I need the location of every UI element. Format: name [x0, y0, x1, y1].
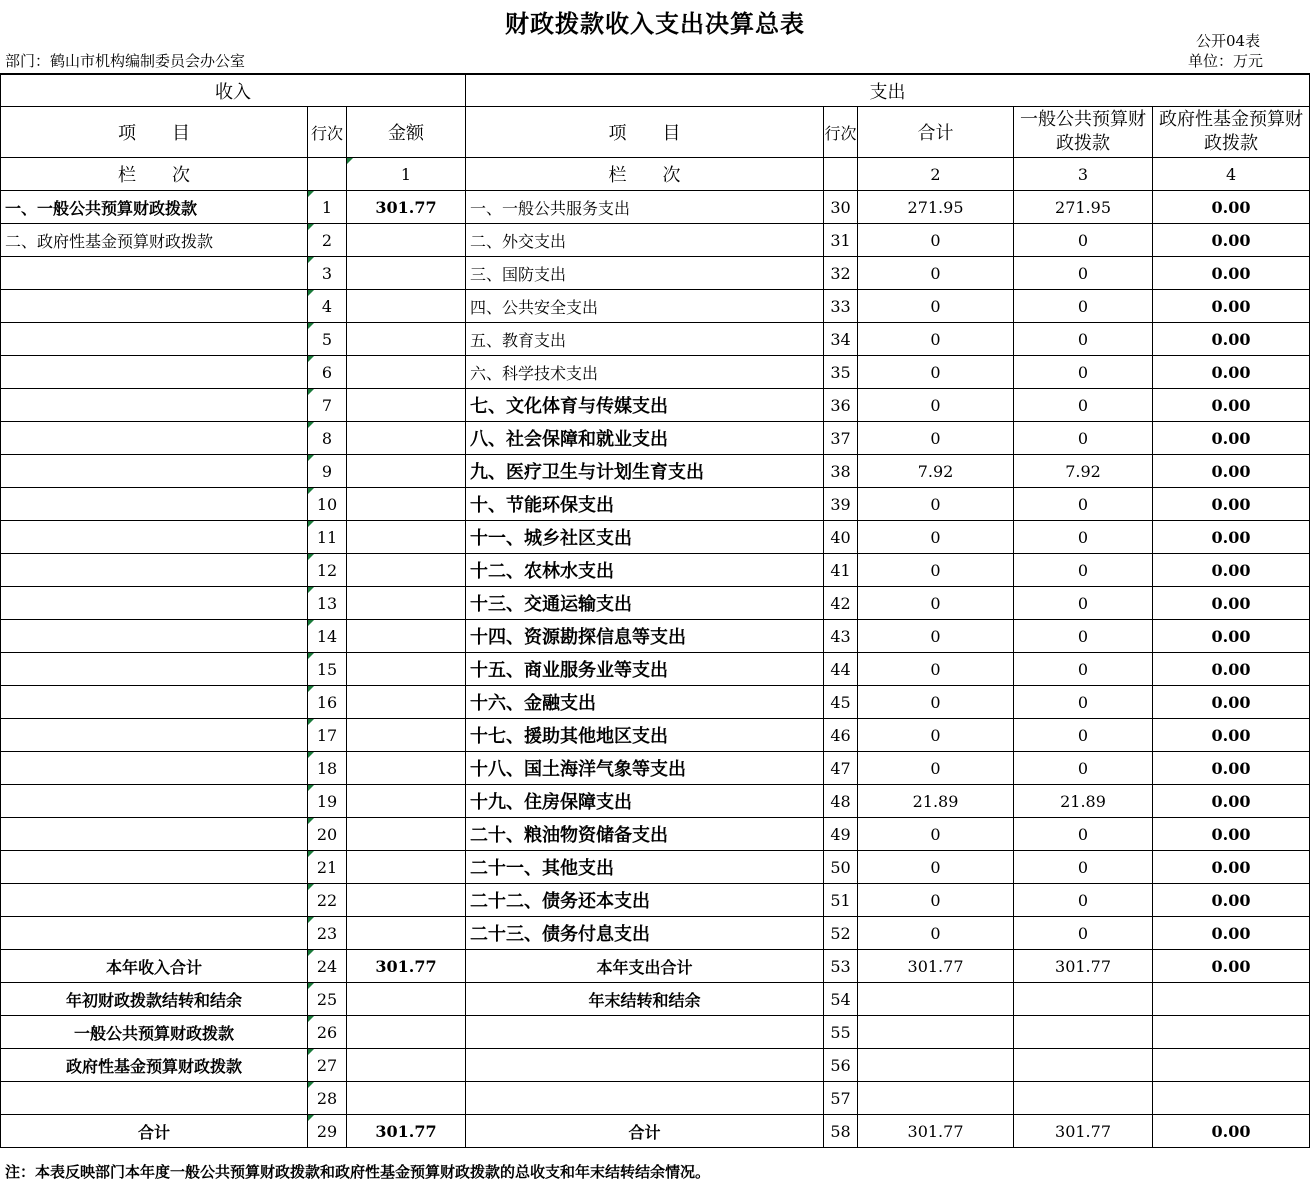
expense-line-cell: 43 [824, 620, 858, 653]
income-line-cell: 29 [308, 1115, 347, 1148]
expense-line-cell: 41 [824, 554, 858, 587]
income-line-cell: 25 [308, 983, 347, 1016]
expense-item-cell: 七、文化体育与传媒支出 [466, 389, 824, 422]
general-budget-cell: 0 [1014, 719, 1153, 752]
income-line-cell: 8 [308, 422, 347, 455]
expense-item-cell: 十二、农林水支出 [466, 554, 824, 587]
table-row [1, 521, 1310, 554]
expense-item-cell: 十一、城乡社区支出 [466, 521, 824, 554]
income-line-cell: 6 [308, 356, 347, 389]
income-item-cell: 政府性基金预算财政拨款 [1, 1049, 308, 1082]
col-number-2: 2 [858, 158, 1014, 191]
expense-line-cell: 32 [824, 257, 858, 290]
table-row [1, 257, 1310, 290]
income-item-cell [1, 1082, 308, 1115]
fund-budget-header: 政府性基金预算财政拨款 [1153, 107, 1310, 158]
income-line-cell: 9 [308, 455, 347, 488]
expense-total-cell: 0 [858, 884, 1014, 917]
income-amount-cell [347, 752, 466, 785]
general-budget-cell [1014, 1082, 1153, 1115]
general-budget-cell: 0 [1014, 257, 1153, 290]
income-amount-cell [347, 653, 466, 686]
income-amount-cell [347, 224, 466, 257]
income-amount-cell [347, 455, 466, 488]
general-budget-cell: 0 [1014, 554, 1153, 587]
general-budget-cell: 0 [1014, 752, 1153, 785]
fund-budget-cell: 0.00 [1153, 257, 1310, 290]
income-line-cell: 19 [308, 785, 347, 818]
general-budget-cell: 0 [1014, 356, 1153, 389]
fund-budget-cell: 0.00 [1153, 356, 1310, 389]
expense-total-cell: 0 [858, 587, 1014, 620]
expense-item-cell: 十七、援助其他地区支出 [466, 719, 824, 752]
expense-line-cell: 55 [824, 1016, 858, 1049]
table-row [1, 719, 1310, 752]
income-item-cell: 年初财政拨款结转和结余 [1, 983, 308, 1016]
general-budget-cell: 7.92 [1014, 455, 1153, 488]
department-label: 部门：鹤山市机构编制委员会办公室 [5, 52, 246, 70]
income-line-cell: 12 [308, 554, 347, 587]
income-item-cell: 二、政府性基金预算财政拨款 [1, 224, 308, 257]
fund-budget-cell: 0.00 [1153, 1115, 1310, 1148]
expense-item-cell: 年末结转和结余 [466, 983, 824, 1016]
expense-item-cell: 十六、金融支出 [466, 686, 824, 719]
expense-item-cell: 三、国防支出 [466, 257, 824, 290]
general-budget-cell: 0 [1014, 884, 1153, 917]
income-item-cell [1, 620, 308, 653]
table-row [1, 851, 1310, 884]
expense-total-cell: 0 [858, 917, 1014, 950]
income-amount-cell [347, 1082, 466, 1115]
expense-line-cell: 53 [824, 950, 858, 983]
expense-item-cell: 十、节能环保支出 [466, 488, 824, 521]
income-item-cell: 一般公共预算财政拨款 [1, 1016, 308, 1049]
general-budget-cell: 0 [1014, 422, 1153, 455]
expense-total-cell: 301.77 [858, 1115, 1014, 1148]
income-line-cell: 17 [308, 719, 347, 752]
table-row [1, 983, 1310, 1016]
expense-item-cell: 本年支出合计 [466, 950, 824, 983]
expense-total-cell: 0 [858, 389, 1014, 422]
income-item-cell [1, 785, 308, 818]
income-item-cell [1, 389, 308, 422]
expense-item-cell: 十四、资源勘探信息等支出 [466, 620, 824, 653]
fund-budget-cell: 0.00 [1153, 686, 1310, 719]
expense-total-cell [858, 983, 1014, 1016]
income-amount-header: 金额 [347, 107, 466, 158]
income-header: 收入 [1, 74, 466, 107]
income-line-blank [308, 158, 347, 191]
fund-budget-cell: 0.00 [1153, 785, 1310, 818]
expense-row-label: 栏 次 [466, 158, 824, 191]
expense-header: 支出 [466, 74, 1310, 107]
income-amount-cell [347, 983, 466, 1016]
income-line-cell: 26 [308, 1016, 347, 1049]
general-budget-cell: 0 [1014, 587, 1153, 620]
expense-item-cell [466, 1082, 824, 1115]
income-amount-cell [347, 257, 466, 290]
income-line-cell: 15 [308, 653, 347, 686]
income-amount-cell: 301.77 [347, 191, 466, 224]
budget-table [0, 73, 1310, 1148]
income-line-cell: 1 [308, 191, 347, 224]
fund-budget-cell: 0.00 [1153, 719, 1310, 752]
income-amount-cell [347, 917, 466, 950]
income-amount-cell [347, 521, 466, 554]
expense-total-cell: 0 [858, 224, 1014, 257]
fund-budget-cell: 0.00 [1153, 389, 1310, 422]
income-line-cell: 3 [308, 257, 347, 290]
expense-total-header: 合计 [858, 107, 1014, 158]
expense-item-cell: 二十、粮油物资储备支出 [466, 818, 824, 851]
fund-budget-cell: 0.00 [1153, 488, 1310, 521]
expense-item-cell: 九、医疗卫生与计划生育支出 [466, 455, 824, 488]
general-budget-cell: 0 [1014, 686, 1153, 719]
income-amount-cell [347, 620, 466, 653]
general-budget-cell: 0 [1014, 290, 1153, 323]
expense-total-cell: 7.92 [858, 455, 1014, 488]
fund-budget-cell: 0.00 [1153, 884, 1310, 917]
fund-budget-cell: 0.00 [1153, 752, 1310, 785]
expense-line-cell: 47 [824, 752, 858, 785]
table-row [1, 455, 1310, 488]
expense-total-cell: 0 [858, 488, 1014, 521]
fund-budget-cell: 0.00 [1153, 191, 1310, 224]
table-row [1, 488, 1310, 521]
expense-total-cell: 0 [858, 422, 1014, 455]
income-line-cell: 2 [308, 224, 347, 257]
table-row [1, 290, 1310, 323]
income-item-cell [1, 851, 308, 884]
expense-line-cell: 38 [824, 455, 858, 488]
general-budget-cell: 0 [1014, 917, 1153, 950]
income-line-cell: 7 [308, 389, 347, 422]
table-row [1, 422, 1310, 455]
general-budget-cell: 0 [1014, 653, 1153, 686]
expense-item-cell: 二十三、债务付息支出 [466, 917, 824, 950]
table-row [1, 653, 1310, 686]
fund-budget-cell [1153, 1016, 1310, 1049]
footnote: 注：本表反映部门本年度一般公共预算财政拨款和政府性基金预算财政拨款的总收支和年末结转结余情况。 [5, 1163, 711, 1181]
expense-item-cell [466, 1049, 824, 1082]
expense-line-blank [824, 158, 858, 191]
general-budget-cell: 0 [1014, 224, 1153, 257]
income-amount-cell [347, 818, 466, 851]
expense-item-cell: 二、外交支出 [466, 224, 824, 257]
general-budget-cell: 301.77 [1014, 950, 1153, 983]
expense-line-cell: 58 [824, 1115, 858, 1148]
expense-line-cell: 56 [824, 1049, 858, 1082]
fund-budget-cell: 0.00 [1153, 653, 1310, 686]
table-row [1, 323, 1310, 356]
expense-total-cell: 0 [858, 290, 1014, 323]
general-budget-cell [1014, 983, 1153, 1016]
expense-item-cell: 二十二、债务还本支出 [466, 884, 824, 917]
expense-line-cell: 34 [824, 323, 858, 356]
expense-line-cell: 33 [824, 290, 858, 323]
income-item-cell [1, 455, 308, 488]
income-amount-cell [347, 1049, 466, 1082]
expense-item-cell: 十三、交通运输支出 [466, 587, 824, 620]
expense-line-cell: 36 [824, 389, 858, 422]
expense-total-cell: 0 [858, 818, 1014, 851]
table-row [1, 752, 1310, 785]
expense-total-cell [858, 1049, 1014, 1082]
income-item-cell [1, 686, 308, 719]
table-row [1, 818, 1310, 851]
table-row [1, 950, 1310, 983]
income-item-cell [1, 290, 308, 323]
income-line-cell: 23 [308, 917, 347, 950]
expense-total-cell: 0 [858, 686, 1014, 719]
table-row [1, 554, 1310, 587]
fund-budget-cell: 0.00 [1153, 455, 1310, 488]
general-budget-cell: 0 [1014, 620, 1153, 653]
expense-line-cell: 31 [824, 224, 858, 257]
general-budget-cell [1014, 1016, 1153, 1049]
income-amount-cell [347, 851, 466, 884]
income-line-cell: 16 [308, 686, 347, 719]
expense-line-cell: 44 [824, 653, 858, 686]
expense-line-cell: 46 [824, 719, 858, 752]
income-amount-cell [347, 356, 466, 389]
expense-total-cell: 0 [858, 653, 1014, 686]
income-line-cell: 22 [308, 884, 347, 917]
expense-total-cell: 0 [858, 323, 1014, 356]
expense-line-header: 行次 [824, 107, 858, 158]
table-row [1, 389, 1310, 422]
table-row [1, 224, 1310, 257]
expense-line-cell: 48 [824, 785, 858, 818]
expense-total-cell: 0 [858, 851, 1014, 884]
income-item-cell [1, 422, 308, 455]
income-item-cell [1, 323, 308, 356]
income-line-cell: 4 [308, 290, 347, 323]
expense-total-cell: 21.89 [858, 785, 1014, 818]
income-line-cell: 21 [308, 851, 347, 884]
expense-line-cell: 37 [824, 422, 858, 455]
general-budget-cell: 0 [1014, 818, 1153, 851]
income-item-cell [1, 917, 308, 950]
expense-total-cell: 271.95 [858, 191, 1014, 224]
expense-line-cell: 51 [824, 884, 858, 917]
fund-budget-cell [1153, 983, 1310, 1016]
expense-line-cell: 50 [824, 851, 858, 884]
general-budget-cell: 0 [1014, 521, 1153, 554]
income-line-cell: 27 [308, 1049, 347, 1082]
income-line-cell: 24 [308, 950, 347, 983]
income-amount-cell [347, 290, 466, 323]
form-number: 公开04表 [1196, 32, 1261, 50]
expense-line-cell: 30 [824, 191, 858, 224]
income-amount-cell [347, 488, 466, 521]
general-budget-header: 一般公共预算财政拨款 [1014, 107, 1153, 158]
expense-total-cell: 0 [858, 554, 1014, 587]
fund-budget-cell: 0.00 [1153, 818, 1310, 851]
fund-budget-cell: 0.00 [1153, 290, 1310, 323]
income-item-cell [1, 554, 308, 587]
income-amount-cell [347, 686, 466, 719]
income-amount-cell: 301.77 [347, 950, 466, 983]
expense-total-cell: 301.77 [858, 950, 1014, 983]
income-item-cell [1, 884, 308, 917]
income-item-header: 项 目 [1, 107, 308, 158]
fund-budget-cell [1153, 1049, 1310, 1082]
expense-item-header: 项 目 [466, 107, 824, 158]
unit-label: 单位：万元 [1188, 52, 1264, 70]
expense-total-cell: 0 [858, 752, 1014, 785]
fund-budget-cell: 0.00 [1153, 950, 1310, 983]
income-line-cell: 28 [308, 1082, 347, 1115]
income-line-cell: 5 [308, 323, 347, 356]
expense-line-cell: 40 [824, 521, 858, 554]
income-amount-cell [347, 1016, 466, 1049]
income-amount-cell [347, 587, 466, 620]
general-budget-cell [1014, 1049, 1153, 1082]
general-budget-cell: 0 [1014, 323, 1153, 356]
fund-budget-cell: 0.00 [1153, 323, 1310, 356]
fund-budget-cell [1153, 1082, 1310, 1115]
expense-total-cell: 0 [858, 521, 1014, 554]
expense-item-cell: 十五、商业服务业等支出 [466, 653, 824, 686]
expense-item-cell: 五、教育支出 [466, 323, 824, 356]
income-item-cell: 合计 [1, 1115, 308, 1148]
table-row [1, 587, 1310, 620]
income-item-cell [1, 719, 308, 752]
fund-budget-cell: 0.00 [1153, 554, 1310, 587]
income-line-cell: 11 [308, 521, 347, 554]
expense-line-cell: 49 [824, 818, 858, 851]
income-line-cell: 20 [308, 818, 347, 851]
col-number-3: 3 [1014, 158, 1153, 191]
expense-item-cell: 二十一、其他支出 [466, 851, 824, 884]
table-row [1, 1016, 1310, 1049]
expense-item-cell: 一、一般公共服务支出 [466, 191, 824, 224]
expense-item-cell: 合计 [466, 1115, 824, 1148]
general-budget-cell: 301.77 [1014, 1115, 1153, 1148]
income-line-cell: 10 [308, 488, 347, 521]
fund-budget-cell: 0.00 [1153, 521, 1310, 554]
table-row [1, 1082, 1310, 1115]
fund-budget-cell: 0.00 [1153, 620, 1310, 653]
table-row [1, 686, 1310, 719]
general-budget-cell: 0 [1014, 389, 1153, 422]
income-amount-cell [347, 323, 466, 356]
expense-item-cell: 八、社会保障和就业支出 [466, 422, 824, 455]
income-line-cell: 18 [308, 752, 347, 785]
table-row [1, 785, 1310, 818]
expense-item-cell: 十八、国土海洋气象等支出 [466, 752, 824, 785]
expense-total-cell: 0 [858, 620, 1014, 653]
expense-line-cell: 54 [824, 983, 858, 1016]
fund-budget-cell: 0.00 [1153, 917, 1310, 950]
income-amount-cell [347, 554, 466, 587]
general-budget-cell: 21.89 [1014, 785, 1153, 818]
income-item-cell [1, 356, 308, 389]
col-number-1: 1 [347, 158, 466, 191]
income-item-cell [1, 257, 308, 290]
fund-budget-cell: 0.00 [1153, 851, 1310, 884]
expense-item-cell: 十九、住房保障支出 [466, 785, 824, 818]
fund-budget-cell: 0.00 [1153, 587, 1310, 620]
income-item-cell [1, 488, 308, 521]
page-title: 财政拨款收入支出决算总表 [505, 9, 805, 38]
expense-line-cell: 57 [824, 1082, 858, 1115]
table-row [1, 620, 1310, 653]
income-item-cell: 一、一般公共预算财政拨款 [1, 191, 308, 224]
income-item-cell [1, 752, 308, 785]
expense-line-cell: 39 [824, 488, 858, 521]
income-row-label: 栏 次 [1, 158, 308, 191]
general-budget-cell: 0 [1014, 488, 1153, 521]
table-row [1, 884, 1310, 917]
expense-total-cell: 0 [858, 257, 1014, 290]
table-row [1, 1049, 1310, 1082]
col-number-4: 4 [1153, 158, 1310, 191]
expense-line-cell: 52 [824, 917, 858, 950]
expense-total-cell: 0 [858, 719, 1014, 752]
fund-budget-cell: 0.00 [1153, 422, 1310, 455]
expense-total-cell: 0 [858, 356, 1014, 389]
income-item-cell [1, 521, 308, 554]
table-row [1, 917, 1310, 950]
income-line-cell: 14 [308, 620, 347, 653]
expense-total-cell [858, 1082, 1014, 1115]
expense-total-cell [858, 1016, 1014, 1049]
income-amount-cell [347, 719, 466, 752]
income-item-cell: 本年收入合计 [1, 950, 308, 983]
expense-line-cell: 42 [824, 587, 858, 620]
expense-line-cell: 45 [824, 686, 858, 719]
table-row [1, 356, 1310, 389]
income-amount-cell [347, 389, 466, 422]
general-budget-cell: 0 [1014, 851, 1153, 884]
income-line-header: 行次 [308, 107, 347, 158]
income-amount-cell [347, 785, 466, 818]
expense-item-cell: 四、公共安全支出 [466, 290, 824, 323]
income-amount-cell [347, 884, 466, 917]
income-amount-cell: 301.77 [347, 1115, 466, 1148]
expense-line-cell: 35 [824, 356, 858, 389]
income-item-cell [1, 587, 308, 620]
table-row [1, 191, 1310, 224]
table-row [1, 1115, 1310, 1148]
income-line-cell: 13 [308, 587, 347, 620]
expense-item-cell: 六、科学技术支出 [466, 356, 824, 389]
general-budget-cell: 271.95 [1014, 191, 1153, 224]
income-item-cell [1, 818, 308, 851]
expense-item-cell [466, 1016, 824, 1049]
income-item-cell [1, 653, 308, 686]
fund-budget-cell: 0.00 [1153, 224, 1310, 257]
income-amount-cell [347, 422, 466, 455]
